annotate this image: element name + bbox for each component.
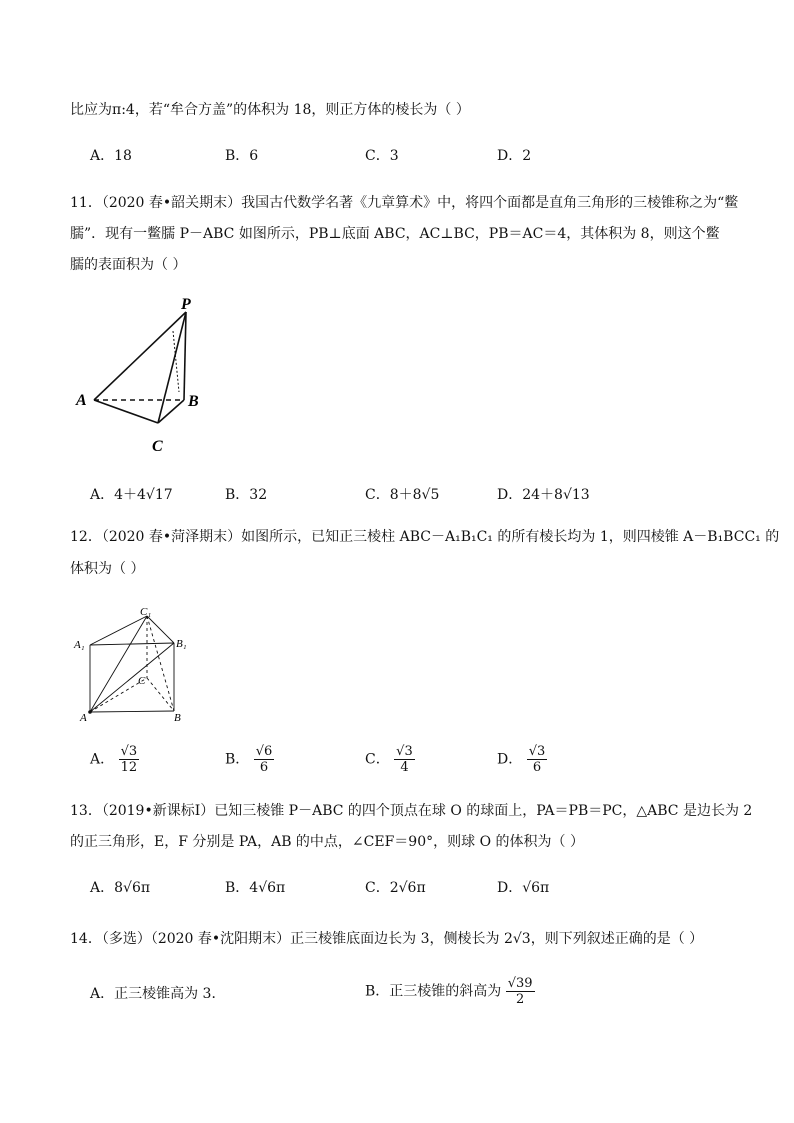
q12-option-a [90, 744, 139, 775]
q12-option-b-den: 6 [259, 760, 269, 775]
q12-option-a-label: A． [90, 751, 115, 768]
q12-line-2: 体积为（ ） [70, 561, 145, 577]
q13-line-2: 的正三角形，E，F 分别是 PA，AB 的中点，∠CEF＝90°，则球 O 的体积为（ ） [70, 834, 584, 850]
q12-option-d [497, 744, 547, 775]
q13-option-b: B．4√6π [225, 880, 286, 896]
q13-option-d: D．√6π [497, 880, 550, 896]
q14-option-b [365, 976, 535, 1007]
q11-option-a: A．4＋4√17 [90, 487, 173, 503]
q12-label-a: A [80, 712, 87, 724]
q10-text: 比应为π:4，若“牟合方盖”的体积为 18，则正方体的棱长为（ ） [70, 102, 470, 118]
q12-label-b1: B₁ [176, 638, 187, 650]
q11-line-1: 11．（2020 春•韶关期末）我国古代数学名著《九章算术》中，将四个面都是直角三角形的三棱锥称之为“鳖 [70, 195, 739, 211]
q13-option-c: C．2√6π [365, 880, 426, 896]
q10-option-b: B．6 [225, 148, 259, 164]
q12-option-c-label: C． [365, 751, 390, 768]
q11-option-b: B．32 [225, 487, 268, 503]
q12-line-1: 12．（2020 春•菏泽期末）如图所示，已知正三棱柱 ABC－A₁B₁C₁ 的所有棱长均为 1，则四棱锥 A－B₁BCC₁ 的 [70, 529, 780, 545]
q14-option-b-text: B．正三棱锥的斜高为 [365, 983, 502, 1000]
q12-option-d-num: √3 [528, 744, 546, 759]
q11-line-3: 臑的表面积为（ ） [70, 257, 187, 273]
q12-option-d-den: 6 [532, 760, 542, 775]
q12-figure-prism [70, 600, 200, 725]
q12-option-d-label: D． [497, 751, 523, 768]
q11-option-c: C．8＋8√5 [365, 487, 440, 503]
q14-option-a: A．正三棱锥高为 3． [90, 986, 226, 1002]
q10-option-c: C．3 [365, 148, 399, 164]
q14-line-1: 14．（多选）（2020 春•沈阳期末）正三棱锥底面边长为 3，侧棱长为 2√3，则下列叙述正确的是（ ） [70, 931, 704, 947]
q12-option-a-den: 12 [120, 760, 138, 775]
q12-label-a1: A₁ [74, 639, 85, 651]
q12-label-c: C [138, 675, 146, 687]
q13-line-1: 13．（2019•新课标Ⅰ）已知三棱锥 P－ABC 的四个顶点在球 O 的球面上，PA＝PB＝PC，△ABC 是边长为 2 [70, 803, 753, 819]
q12-option-c [365, 744, 415, 775]
q11-label-a: A [76, 392, 87, 409]
q11-label-c: C [152, 438, 163, 455]
q12-option-b [225, 744, 274, 775]
q12-label-b: B [174, 712, 181, 724]
q14-option-b-num: √39 [507, 976, 533, 991]
q11-label-p: P [181, 296, 191, 313]
q12-option-b-label: B． [225, 751, 250, 768]
q10-option-a: A．18 [90, 148, 132, 164]
q12-option-c-den: 4 [400, 760, 409, 775]
q12-option-c-num: √3 [396, 744, 413, 759]
q13-option-a: A．8√6π [90, 880, 151, 896]
q11-line-2: 臑”．现有一鳖臑 P－ABC 如图所示，PB⊥底面 ABC，AC⊥BC，PB＝AC＝4，其体积为 8，则这个鳖 [70, 226, 720, 242]
q12-option-b-num: √6 [255, 744, 273, 759]
q11-option-d: D．24＋8√13 [497, 487, 590, 503]
q11-label-b: B [188, 393, 199, 410]
q10-option-d: D．2 [497, 148, 532, 164]
q12-label-c1: C₁ [140, 606, 152, 618]
q14-option-b-den: 2 [516, 992, 525, 1007]
q12-option-a-num: √3 [120, 744, 138, 759]
q11-figure-pyramid [70, 295, 220, 460]
